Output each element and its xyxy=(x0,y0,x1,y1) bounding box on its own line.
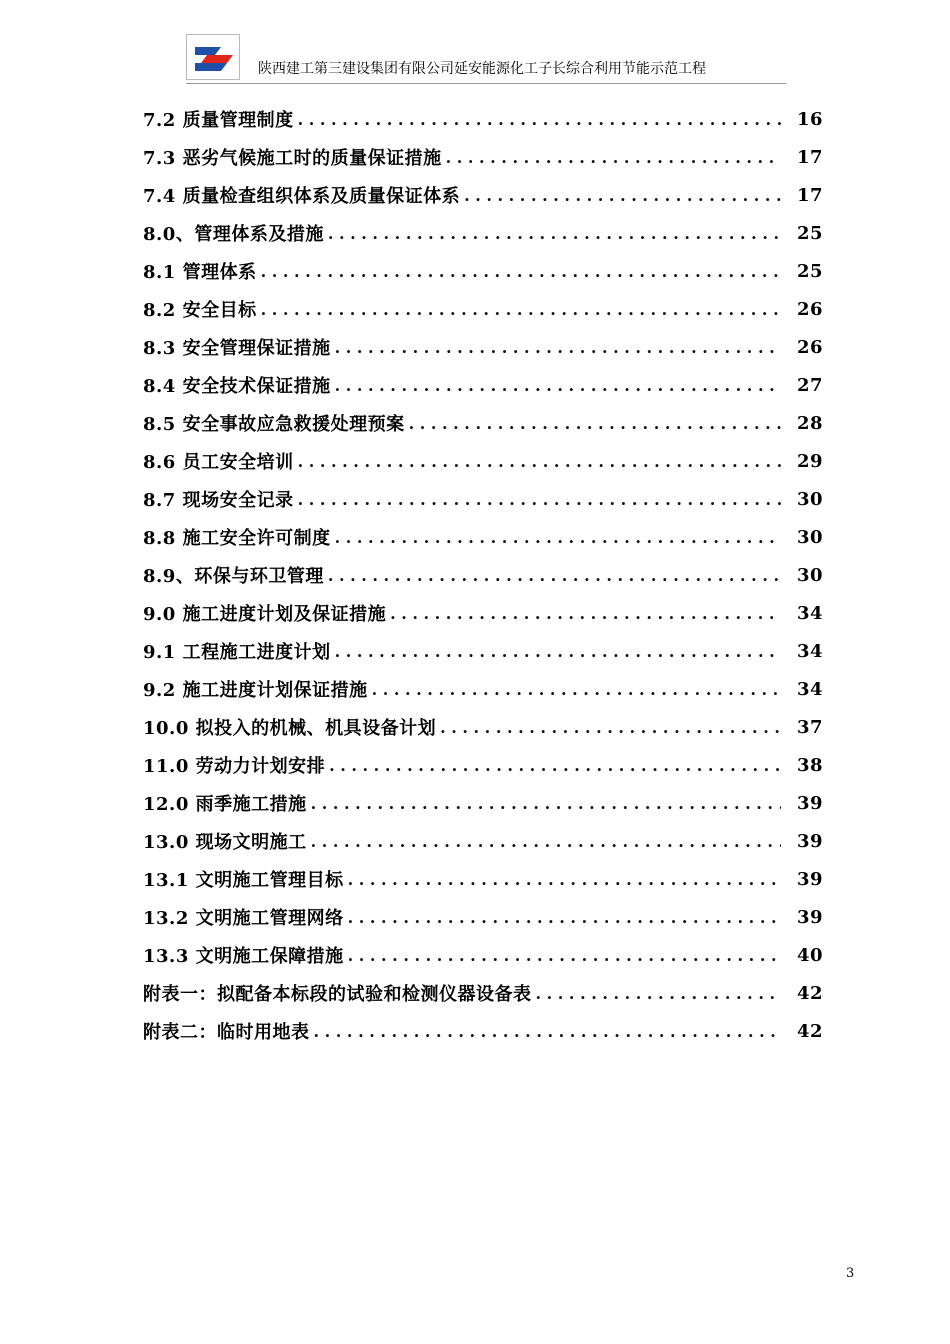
toc-entry[interactable] xyxy=(143,898,823,936)
toc-leader-dots xyxy=(348,908,781,927)
toc-entry-title: 7.2 质量管理制度 xyxy=(143,110,294,131)
header-company-line: 陕西建工第三建设集团有限公司延安能源化工子长综合利用节能示范工程 xyxy=(258,61,706,77)
toc-entry-title: 9.2 施工进度计划保证措施 xyxy=(143,680,368,701)
toc-entry[interactable] xyxy=(143,974,823,1012)
toc-entry[interactable] xyxy=(143,480,823,518)
toc-entry-page: 38 xyxy=(796,754,823,776)
toc-entry-title: 13.0 现场文明施工 xyxy=(143,832,307,853)
toc-entry[interactable] xyxy=(143,860,823,898)
toc-entry[interactable] xyxy=(143,404,823,442)
company-logo-icon xyxy=(193,41,235,75)
toc-leader-dots xyxy=(311,794,781,813)
toc-entry-page: 30 xyxy=(796,564,823,586)
toc-entry-page: 17 xyxy=(796,146,823,168)
toc-entry-title: 7.3 恶劣气候施工时的质量保证措施 xyxy=(143,148,442,169)
toc-entry-page: 25 xyxy=(796,260,823,282)
page-number: 3 xyxy=(846,1266,855,1281)
company-logo xyxy=(186,34,240,80)
toc-entry-page: 30 xyxy=(796,526,823,548)
toc-entry-title: 9.0 施工进度计划及保证措施 xyxy=(143,604,387,625)
toc-entry[interactable] xyxy=(143,214,823,252)
toc-entry-page: 39 xyxy=(796,830,823,852)
toc-entry[interactable] xyxy=(143,594,823,632)
toc-entry-page: 29 xyxy=(796,450,823,472)
toc-entry-page: 27 xyxy=(796,374,823,396)
toc-entry[interactable] xyxy=(143,936,823,974)
toc-entry[interactable] xyxy=(143,442,823,480)
toc-entry-title: 8.4 安全技术保证措施 xyxy=(143,376,331,397)
toc-entry[interactable] xyxy=(143,1012,823,1050)
toc-leader-dots xyxy=(311,832,781,851)
toc-entry-title: 8.3 安全管理保证措施 xyxy=(143,338,331,359)
toc-entry-page: 34 xyxy=(796,640,823,662)
toc-entry-page: 28 xyxy=(796,412,823,434)
toc-entry[interactable] xyxy=(143,328,823,366)
toc-entry-title: 附表一：拟配备本标段的试验和检测仪器设备表 xyxy=(143,984,532,1005)
toc-entry[interactable] xyxy=(143,366,823,404)
toc-entry-page: 30 xyxy=(796,488,823,510)
toc-entry-title: 8.0、管理体系及措施 xyxy=(143,224,324,245)
toc-entry[interactable] xyxy=(143,632,823,670)
toc-leader-dots xyxy=(536,984,782,1003)
toc-entry-page: 37 xyxy=(796,716,823,738)
toc-leader-dots xyxy=(335,338,781,357)
toc-entry-title: 8.9、环保与环卫管理 xyxy=(143,566,324,587)
toc-leader-dots xyxy=(298,490,781,509)
toc-entry-title: 13.3 文明施工保障措施 xyxy=(143,946,344,967)
toc-leader-dots xyxy=(328,224,781,243)
toc-entry[interactable] xyxy=(143,784,823,822)
toc-entry-title: 附表二：临时用地表 xyxy=(143,1022,310,1043)
toc-leader-dots xyxy=(261,300,781,319)
toc-entry-page: 40 xyxy=(796,944,823,966)
toc-leader-dots xyxy=(372,680,781,699)
toc-entry-title: 8.6 员工安全培训 xyxy=(143,452,294,473)
toc-entry-title: 11.0 劳动力计划安排 xyxy=(143,756,326,777)
toc-entry-title: 9.1 工程施工进度计划 xyxy=(143,642,331,663)
toc-entry-title: 8.1 管理体系 xyxy=(143,262,257,283)
toc-leader-dots xyxy=(464,186,781,205)
toc-entry-title: 13.1 文明施工管理目标 xyxy=(143,870,344,891)
toc-entry-page: 39 xyxy=(796,906,823,928)
page-header xyxy=(186,34,786,84)
toc-entry[interactable] xyxy=(143,252,823,290)
toc-entry-page: 25 xyxy=(796,222,823,244)
toc-entry[interactable] xyxy=(143,290,823,328)
toc-leader-dots xyxy=(298,110,781,129)
toc-entry[interactable] xyxy=(143,670,823,708)
toc-entry[interactable] xyxy=(143,708,823,746)
toc-entry[interactable] xyxy=(143,100,823,138)
toc-entry-title: 7.4 质量检查组织体系及质量保证体系 xyxy=(143,186,461,207)
toc-leader-dots xyxy=(329,756,781,775)
toc-entry-title: 8.7 现场安全记录 xyxy=(143,490,294,511)
toc-leader-dots xyxy=(335,376,781,395)
toc-entry-page: 42 xyxy=(796,1020,823,1042)
toc-leader-dots xyxy=(446,148,781,167)
toc-leader-dots xyxy=(440,718,781,737)
toc-entry-page: 26 xyxy=(796,336,823,358)
toc-leader-dots xyxy=(409,414,781,433)
toc-leader-dots xyxy=(390,604,781,623)
toc-entry-page: 42 xyxy=(796,982,823,1004)
toc-entry[interactable] xyxy=(143,138,823,176)
toc-entry[interactable] xyxy=(143,518,823,556)
table-of-contents xyxy=(143,100,823,1050)
toc-entry-title: 12.0 雨季施工措施 xyxy=(143,794,307,815)
toc-entry[interactable] xyxy=(143,556,823,594)
toc-entry-page: 39 xyxy=(796,792,823,814)
toc-leader-dots xyxy=(348,870,781,889)
toc-entry-title: 10.0 拟投入的机械、机具设备计划 xyxy=(143,718,437,739)
toc-entry-title: 8.5 安全事故应急救援处理预案 xyxy=(143,414,405,435)
toc-entry-page: 34 xyxy=(796,602,823,624)
toc-entry[interactable] xyxy=(143,822,823,860)
toc-leader-dots xyxy=(335,528,781,547)
toc-entry[interactable] xyxy=(143,746,823,784)
toc-entry-page: 16 xyxy=(796,108,823,130)
toc-leader-dots xyxy=(298,452,781,471)
toc-leader-dots xyxy=(314,1022,782,1041)
toc-entry-title: 8.8 施工安全许可制度 xyxy=(143,528,331,549)
toc-leader-dots xyxy=(348,946,781,965)
toc-entry-page: 17 xyxy=(796,184,823,206)
toc-leader-dots xyxy=(335,642,781,661)
header-divider xyxy=(186,83,786,84)
toc-entry-page: 39 xyxy=(796,868,823,890)
toc-leader-dots xyxy=(261,262,781,281)
toc-entry-title: 13.2 文明施工管理网络 xyxy=(143,908,344,929)
toc-entry[interactable] xyxy=(143,176,823,214)
toc-leader-dots xyxy=(328,566,781,585)
toc-entry-title: 8.2 安全目标 xyxy=(143,300,257,321)
toc-entry-page: 34 xyxy=(796,678,823,700)
toc-entry-page: 26 xyxy=(796,298,823,320)
